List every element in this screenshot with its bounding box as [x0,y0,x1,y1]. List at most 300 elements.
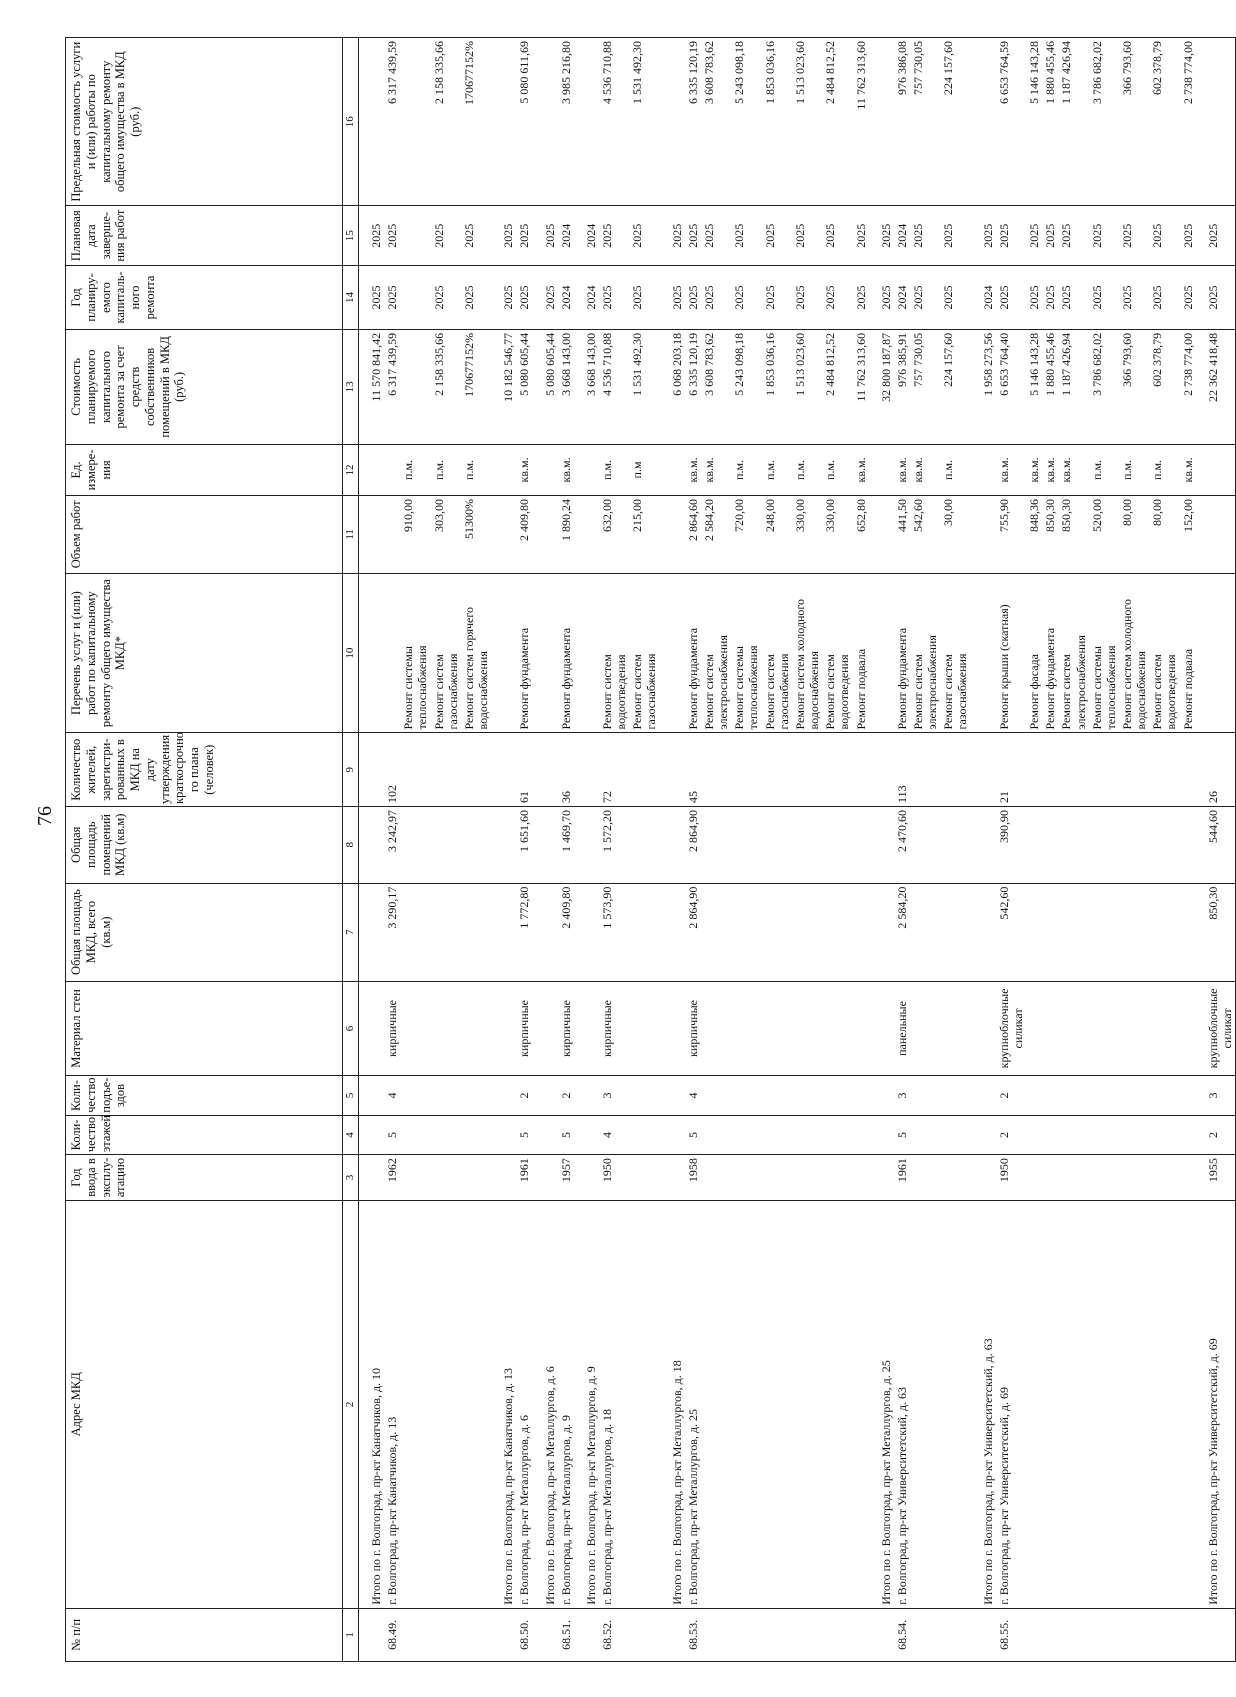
planned-cost-cell: 10 182 546,77 [491,329,516,444]
planned-cost-cell: 6 335 120,19 [685,329,701,444]
premises-area-cell [1149,806,1179,883]
residents-cell: 26 [1196,733,1236,806]
year-built-cell [940,1155,970,1201]
header-cell: Перечень услуг и (или) работ по капитальному ремонту общего имущества МКД* [66,573,343,733]
address-cell: Итого по г. Волгоград, пр-кт Университетский, д. 69 [1196,1200,1236,1608]
premises-area-cell [1058,806,1088,883]
work-volume-cell: 2 864,60 [685,496,701,574]
floors-cell [1042,1115,1058,1154]
house-row [599,38,629,1662]
entrances-cell [660,1076,685,1115]
max-cost-cell: 170677152% [461,38,491,206]
residents-cell: 36 [558,733,574,806]
residents-cell [910,733,940,806]
planned-cost-cell: 4 536 710,88 [599,329,629,444]
address-cell: Итого по г. Волгоград, пр-кт Металлургов, д. 9 [574,1200,599,1608]
unit-cell: кв.м. [1026,444,1042,495]
total-area-cell [869,883,894,981]
row-number-cell [792,1608,822,1661]
max-cost-cell: 1 853 036,16 [762,38,792,206]
entrances-cell [792,1076,822,1115]
work-type-cell: Ремонт систем водоотведения [599,573,629,733]
total-area-cell [431,883,461,981]
floors-cell: 2 [1196,1115,1236,1154]
row-number-cell [660,1608,685,1661]
floors-cell [940,1115,970,1154]
unit-cell: кв.м. [910,444,940,495]
repair-year-cell: 2025 [1058,266,1088,330]
work-type-cell [1196,573,1236,733]
premises-area-cell [792,806,822,883]
residents-cell [971,733,996,806]
entrances-cell [629,1076,659,1115]
year-built-cell [400,1155,430,1201]
planned-cost-cell: 976 385,91 [894,329,910,444]
max-cost-cell: 4 536 710,88 [599,38,629,206]
work-row [822,38,852,1662]
header-cell: Количество жителей, зарегистри-рованных в МКД на дату утверждения краткосрочно го плана (человек) [66,733,343,806]
premises-area-cell [853,806,869,883]
row-number-cell [731,1608,761,1661]
work-volume-cell: 2 584,20 [701,496,731,574]
planned-cost-cell: 3 786 682,02 [1089,329,1119,444]
completion-date-cell: 2025 [461,206,491,266]
work-volume-cell: 2 409,80 [516,496,532,574]
wall-material-cell: кирпичные [558,981,574,1076]
planned-cost-cell: 170677152% [461,329,491,444]
repair-year-cell: 2025 [822,266,852,330]
work-volume-cell: 80,00 [1119,496,1149,574]
work-row [910,38,940,1662]
address-cell [1042,1200,1058,1608]
work-volume-cell: 152,00 [1180,496,1196,574]
completion-date-cell: 2025 [1089,206,1119,266]
work-row [731,38,761,1662]
floors-cell [629,1115,659,1154]
total-row [1196,38,1236,1662]
wall-material-cell [869,981,894,1076]
row-number-cell [1042,1608,1058,1661]
year-built-cell: 1955 [1196,1155,1236,1201]
max-cost-cell [574,38,599,206]
floors-cell [762,1115,792,1154]
column-number: 12 [343,444,359,495]
header-cell: Общая площадь помещений МКД (кв.м) [66,806,343,883]
unit-cell [971,444,996,495]
wall-material-cell [1042,981,1058,1076]
completion-date-cell: 2025 [1026,206,1042,266]
address-cell [762,1200,792,1608]
unit-cell: п.м. [1119,444,1149,495]
entrances-cell [971,1076,996,1115]
floors-cell: 4 [599,1115,629,1154]
wall-material-cell [940,981,970,1076]
total-row [533,38,558,1662]
row-number-cell: 68.54. [894,1608,910,1661]
header-cell: Плановая дата заверше-ния работ [66,206,343,266]
entrances-cell: 2 [996,1076,1026,1115]
row-number-cell [971,1608,996,1661]
residents-cell [629,733,659,806]
unit-cell: п.м. [599,444,629,495]
entrances-cell: 4 [384,1076,400,1115]
year-built-cell: 1961 [894,1155,910,1201]
completion-date-cell: 2025 [1196,206,1236,266]
floors-cell [431,1115,461,1154]
repair-year-cell: 2025 [685,266,701,330]
premises-area-cell [1119,806,1149,883]
max-cost-cell: 1 187 426,94 [1058,38,1088,206]
planned-cost-cell: 224 157,60 [940,329,970,444]
total-area-cell [701,883,731,981]
residents-cell [1058,733,1088,806]
header-cell: Стоимость планируемого капитального ремонта за счет средств собственников помещений в МКД (руб.) [66,329,343,444]
planned-cost-cell: 366 793,60 [1119,329,1149,444]
address-cell [629,1200,659,1608]
repair-year-cell: 2025 [940,266,970,330]
repair-year-cell: 2024 [894,266,910,330]
address-cell: г. Волгоград, пр-кт Университетский, д. 69 [996,1200,1026,1608]
wall-material-cell [971,981,996,1076]
year-built-cell [1119,1155,1149,1201]
work-volume-cell: 542,60 [910,496,940,574]
repair-year-cell: 2025 [910,266,940,330]
address-cell: г. Волгоград, пр-кт Металлургов, д. 6 [516,1200,532,1608]
year-built-cell [461,1155,491,1201]
unit-cell: п.м [629,444,659,495]
planned-cost-cell: 11 570 841,42 [358,329,384,444]
planned-cost-cell: 5 080 605,44 [533,329,558,444]
total-area-cell [971,883,996,981]
wall-material-cell [431,981,461,1076]
planned-cost-cell: 1 880 455,46 [1042,329,1058,444]
work-volume-cell: 652,80 [853,496,869,574]
repair-year-cell: 2025 [629,266,659,330]
entrances-cell [1058,1076,1088,1115]
entrances-cell [822,1076,852,1115]
row-number-cell [1149,1608,1179,1661]
unit-cell: кв.м. [996,444,1026,495]
completion-date-cell: 2025 [629,206,659,266]
entrances-cell: 4 [685,1076,701,1115]
wall-material-cell [461,981,491,1076]
repair-year-cell: 2025 [792,266,822,330]
address-cell: Итого по г. Волгоград, пр-кт Университетский, д. 63 [971,1200,996,1608]
address-cell [792,1200,822,1608]
entrances-cell: 2 [558,1076,574,1115]
total-row [491,38,516,1662]
repair-year-cell: 2025 [491,266,516,330]
completion-date-cell: 2025 [1180,206,1196,266]
repair-year-cell: 2025 [461,266,491,330]
row-number-cell [910,1608,940,1661]
work-type-cell [358,573,384,733]
residents-cell: 102 [384,733,400,806]
unit-cell: кв.м. [1042,444,1058,495]
floors-cell [869,1115,894,1154]
work-row [1026,38,1042,1662]
total-area-cell [629,883,659,981]
wall-material-cell [1119,981,1149,1076]
premises-area-cell: 1 572,20 [599,806,629,883]
total-area-cell [762,883,792,981]
wall-material-cell [574,981,599,1076]
wall-material-cell [358,981,384,1076]
address-cell: г. Волгоград, пр-кт Металлургов, д. 25 [685,1200,701,1608]
entrances-cell [1089,1076,1119,1115]
floors-cell [701,1115,731,1154]
row-number-cell [533,1608,558,1661]
residents-cell: 61 [516,733,532,806]
address-cell [701,1200,731,1608]
work-volume-cell: 910,00 [400,496,430,574]
completion-date-cell: 2025 [533,206,558,266]
total-area-cell [1180,883,1196,981]
completion-date-cell: 2024 [574,206,599,266]
total-area-cell [1089,883,1119,981]
residents-cell: 45 [685,733,701,806]
wall-material-cell [1149,981,1179,1076]
max-cost-cell: 5 080 611,69 [516,38,532,206]
completion-date-cell: 2025 [516,206,532,266]
floors-cell: 5 [558,1115,574,1154]
planned-cost-cell: 1 958 273,56 [971,329,996,444]
address-cell [431,1200,461,1608]
address-cell [400,1200,430,1608]
max-cost-cell: 5 146 143,28 [1026,38,1042,206]
repair-year-cell: 2025 [869,266,894,330]
completion-date-cell: 2025 [792,206,822,266]
completion-date-cell: 2025 [384,206,400,266]
address-cell [461,1200,491,1608]
work-volume-cell: 520,00 [1089,496,1119,574]
premises-area-cell: 3 242,97 [384,806,400,883]
planned-cost-cell: 5 243 098,18 [731,329,761,444]
year-built-cell [1042,1155,1058,1201]
premises-area-cell: 1 469,70 [558,806,574,883]
total-area-cell: 1 772,80 [516,883,532,981]
floors-cell [1180,1115,1196,1154]
header-cell: Объем работ [66,496,343,574]
floors-cell [533,1115,558,1154]
wall-material-cell: кирпичные [599,981,629,1076]
max-cost-cell [869,38,894,206]
address-cell [1149,1200,1179,1608]
wall-material-cell [822,981,852,1076]
entrances-cell [869,1076,894,1115]
total-area-cell [1119,883,1149,981]
wall-material-cell [1089,981,1119,1076]
year-built-cell [822,1155,852,1201]
unit-cell: п.м. [940,444,970,495]
premises-area-cell [940,806,970,883]
year-built-cell [792,1155,822,1201]
column-number: 10 [343,573,359,733]
row-number-cell [491,1608,516,1661]
unit-cell [1196,444,1236,495]
house-row [996,38,1026,1662]
wall-material-cell [491,981,516,1076]
entrances-cell [1042,1076,1058,1115]
address-cell: г. Волгоград, пр-кт Канатчиков, д. 13 [384,1200,400,1608]
floors-cell: 5 [894,1115,910,1154]
year-built-cell: 1962 [384,1155,400,1201]
repair-year-cell: 2025 [996,266,1026,330]
row-number-cell [400,1608,430,1661]
unit-cell [384,444,400,495]
completion-date-cell: 2025 [940,206,970,266]
planned-cost-cell: 1 187 426,94 [1058,329,1088,444]
work-row [1149,38,1179,1662]
max-cost-cell [358,38,384,206]
floors-cell: 5 [685,1115,701,1154]
work-type-cell [384,573,400,733]
max-cost-cell: 224 157,60 [940,38,970,206]
completion-date-cell: 2025 [358,206,384,266]
entrances-cell [853,1076,869,1115]
rotated-page [65,37,1234,1662]
work-type-cell: Ремонт систем электроснабжения [701,573,731,733]
wall-material-cell [400,981,430,1076]
work-type-cell: Ремонт системы теплоснабжения [731,573,761,733]
completion-date-cell: 2025 [996,206,1026,266]
floors-cell [792,1115,822,1154]
max-cost-cell: 3 608 783,62 [701,38,731,206]
floors-cell [853,1115,869,1154]
year-built-cell [1026,1155,1042,1201]
max-cost-cell: 366 793,60 [1119,38,1149,206]
work-type-cell: Ремонт систем холодного водоснабжения [1119,573,1149,733]
page-number: 76 [34,806,56,826]
premises-area-cell [358,806,384,883]
wall-material-cell [701,981,731,1076]
planned-cost-cell: 11 762 313,60 [853,329,869,444]
planned-cost-cell: 1 531 492,30 [629,329,659,444]
floors-cell [1058,1115,1088,1154]
residents-cell [461,733,491,806]
premises-area-cell [731,806,761,883]
work-type-cell [971,573,996,733]
premises-area-cell [400,806,430,883]
total-area-cell [940,883,970,981]
premises-area-cell [1180,806,1196,883]
row-number-cell [1089,1608,1119,1661]
max-cost-cell: 6 335 120,19 [685,38,701,206]
residents-cell [1149,733,1179,806]
repair-year-cell [400,266,430,330]
repair-year-cell: 2025 [853,266,869,330]
entrances-cell [533,1076,558,1115]
repair-year-cell: 2024 [558,266,574,330]
total-area-cell: 3 290,17 [384,883,400,981]
residents-cell [853,733,869,806]
max-cost-cell: 11 762 313,60 [853,38,869,206]
completion-date-cell: 2025 [853,206,869,266]
unit-cell: кв.м. [701,444,731,495]
year-built-cell [431,1155,461,1201]
wall-material-cell: кирпичные [516,981,532,1076]
entrances-cell [358,1076,384,1115]
repair-year-cell: 2025 [1119,266,1149,330]
premises-area-cell [1026,806,1042,883]
repair-year-cell: 2025 [431,266,461,330]
work-type-cell: Ремонт систем горячего водоснабжения [461,573,491,733]
work-type-cell: Ремонт систем газоснабжения [629,573,659,733]
repair-year-cell: 2025 [1026,266,1042,330]
address-cell: Итого по г. Волгоград, пр-кт Металлургов, д. 18 [660,1200,685,1608]
unit-cell: п.м. [431,444,461,495]
work-row [1058,38,1088,1662]
max-cost-cell: 2 158 335,66 [431,38,461,206]
max-cost-cell: 6 317 439,59 [384,38,400,206]
row-number-cell [1026,1608,1042,1661]
residents-cell [1089,733,1119,806]
premises-area-cell [660,806,685,883]
entrances-cell [762,1076,792,1115]
work-row [1180,38,1196,1662]
total-area-cell: 1 573,90 [599,883,629,981]
address-cell [731,1200,761,1608]
work-type-cell [574,573,599,733]
total-area-cell: 850,30 [1196,883,1236,981]
residents-cell [869,733,894,806]
total-area-cell [660,883,685,981]
completion-date-cell: 2025 [685,206,701,266]
planned-cost-cell: 3 668 143,00 [558,329,574,444]
planned-cost-cell: 602 378,79 [1149,329,1179,444]
completion-date-cell: 2025 [660,206,685,266]
address-cell [1058,1200,1088,1608]
max-cost-cell [971,38,996,206]
address-cell [822,1200,852,1608]
floors-cell [1119,1115,1149,1154]
year-built-cell: 1961 [516,1155,532,1201]
work-row [400,38,430,1662]
work-type-cell [869,573,894,733]
premises-area-cell: 390,90 [996,806,1026,883]
repair-year-cell: 2025 [1089,266,1119,330]
wall-material-cell: панельные [894,981,910,1076]
column-number: 16 [343,38,359,206]
completion-date-cell: 2025 [869,206,894,266]
completion-date-cell: 2025 [1119,206,1149,266]
header-cell: Общая площадь МКД, всего (кв.м) [66,883,343,981]
house-row [558,38,574,1662]
unit-cell: п.м. [400,444,430,495]
planned-cost-cell: 5 146 143,28 [1026,329,1042,444]
column-number: 15 [343,206,359,266]
max-cost-cell [533,38,558,206]
total-area-cell [533,883,558,981]
header-cell: Коли-чество этажей [66,1115,343,1154]
house-row [384,38,400,1662]
column-number-row [343,38,359,1662]
header-cell: Ед. измере-ния [66,444,343,495]
header-cell: Год ввода в эксплу-атацию [66,1155,343,1201]
total-area-cell [731,883,761,981]
total-area-cell [853,883,869,981]
entrances-cell [400,1076,430,1115]
row-number-cell [822,1608,852,1661]
column-number: 5 [343,1076,359,1115]
work-type-cell: Ремонт системы теплоснабжения [400,573,430,733]
header-cell: № п/п [66,1608,343,1661]
completion-date-cell [400,206,430,266]
max-cost-cell: 1 513 023,60 [792,38,822,206]
entrances-cell [910,1076,940,1115]
planned-cost-cell: 6 653 764,40 [996,329,1026,444]
address-cell [1089,1200,1119,1608]
